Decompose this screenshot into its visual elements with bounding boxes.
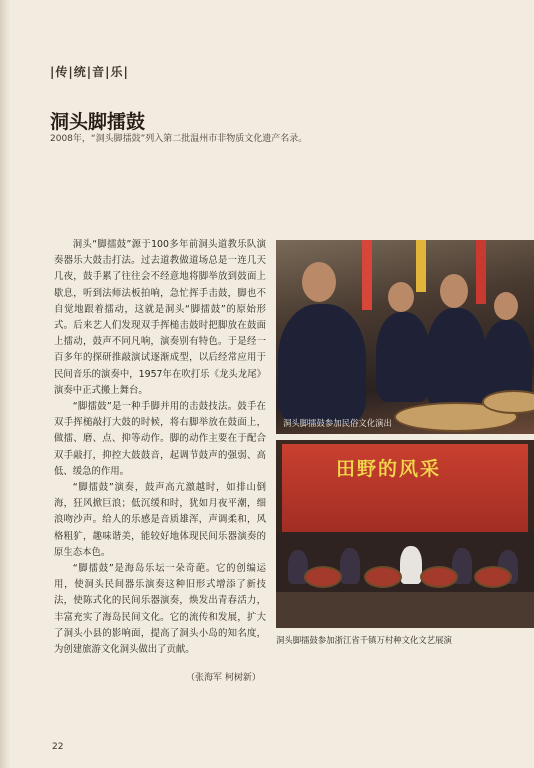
red-flag bbox=[476, 240, 486, 304]
paragraph-2: “脚擂鼓”是一种手脚并用的击鼓技法。鼓手在双手挥槌敲打大鼓的时候，将右脚举放在鼓面上，做擂、磨、点、抑等动作。脚的动作主要在于配合双手敲打，抑控大鼓鼓音，起调节鼓声的强弱、高低、缓急的作用。 bbox=[54, 401, 266, 477]
audience-area bbox=[276, 592, 534, 628]
drum bbox=[474, 566, 512, 588]
drum bbox=[364, 566, 402, 588]
banner-title: 田野的风采 bbox=[336, 458, 442, 480]
section-tag: |传|统|音|乐| bbox=[50, 65, 129, 79]
page-title: 洞头脚擂鼓 bbox=[50, 111, 146, 133]
page-number: 22 bbox=[52, 742, 64, 752]
stage-banner bbox=[282, 444, 528, 532]
performer-figure bbox=[400, 546, 422, 584]
performer-figure bbox=[340, 548, 360, 584]
drummer-figure bbox=[426, 308, 486, 408]
drummer-head bbox=[302, 262, 336, 302]
drummer-figure bbox=[376, 312, 430, 402]
paragraph-4: “脚擂鼓”是海岛乐坛一朵奇葩。它的创编运用，使洞头民间器乐演奏这种旧形式增添了新技法，使陈式化的民间乐器演奏，焕发出青春活力，丰富充实了海岛民间文化。它的流传和发展，扩大了洞头小县的影响面，提高了洞头小岛的知名度，为创建旅游文化洞头做出了贡献。 bbox=[54, 563, 266, 656]
red-flag bbox=[362, 240, 372, 310]
yellow-flag bbox=[416, 240, 426, 292]
author-credit: （张海军 柯树新） bbox=[186, 673, 261, 683]
photo-stage-show bbox=[276, 440, 534, 628]
paragraph-3: “脚擂鼓”演奏，鼓声高亢激越时，如排山倒海，狂风掀巨浪；低沉缓和时，犹如月夜平潮，细浪吻沙声。给人的乐感是音质雄浑，声调柔和，风格粗犷，趣味谐美，能较好地体现民间乐器演奏的原生态本色。 bbox=[54, 482, 266, 558]
article-body bbox=[54, 237, 266, 658]
paragraph-1: 洞头“脚擂鼓”源于100多年前洞头道教乐队演奏器乐大鼓击打法。过去道教做道场总是一连几天几夜，鼓手累了往往会不经意地将脚举放到鼓面上歇息，听到法师法板拍响，急忙挥手击鼓，脚也不自觉地跟着擂动，这就是洞头“脚擂鼓”的原始形式。后来艺人们发现双手挥槌击鼓时把脚放在鼓面上擂动，鼓声不同凡响，演奏别有特色。于是经一百多年的探研推敲演试逐渐成型，以后经常应用于民间音乐的演奏中，1957年在吹打乐《龙头龙尾》演奏中正式搬上舞台。 bbox=[54, 239, 266, 396]
drummer-head bbox=[494, 292, 518, 320]
photo2-caption: 洞头脚擂鼓参加浙江省千镇万村种文化文艺展演 bbox=[276, 635, 452, 645]
subtitle: 2008年，“洞头脚擂鼓”列入第二批温州市非物质文化遗产名录。 bbox=[50, 134, 308, 144]
photo1-caption: 洞头脚擂鼓参加民俗文化演出 bbox=[283, 418, 392, 428]
drummer-figure bbox=[278, 304, 366, 424]
photo-folk-performance bbox=[276, 240, 534, 434]
drum bbox=[304, 566, 342, 588]
page-edge bbox=[0, 0, 10, 768]
stage bbox=[276, 532, 534, 592]
drum bbox=[420, 566, 458, 588]
drummer-head bbox=[440, 274, 468, 308]
drummer-head bbox=[388, 282, 414, 312]
